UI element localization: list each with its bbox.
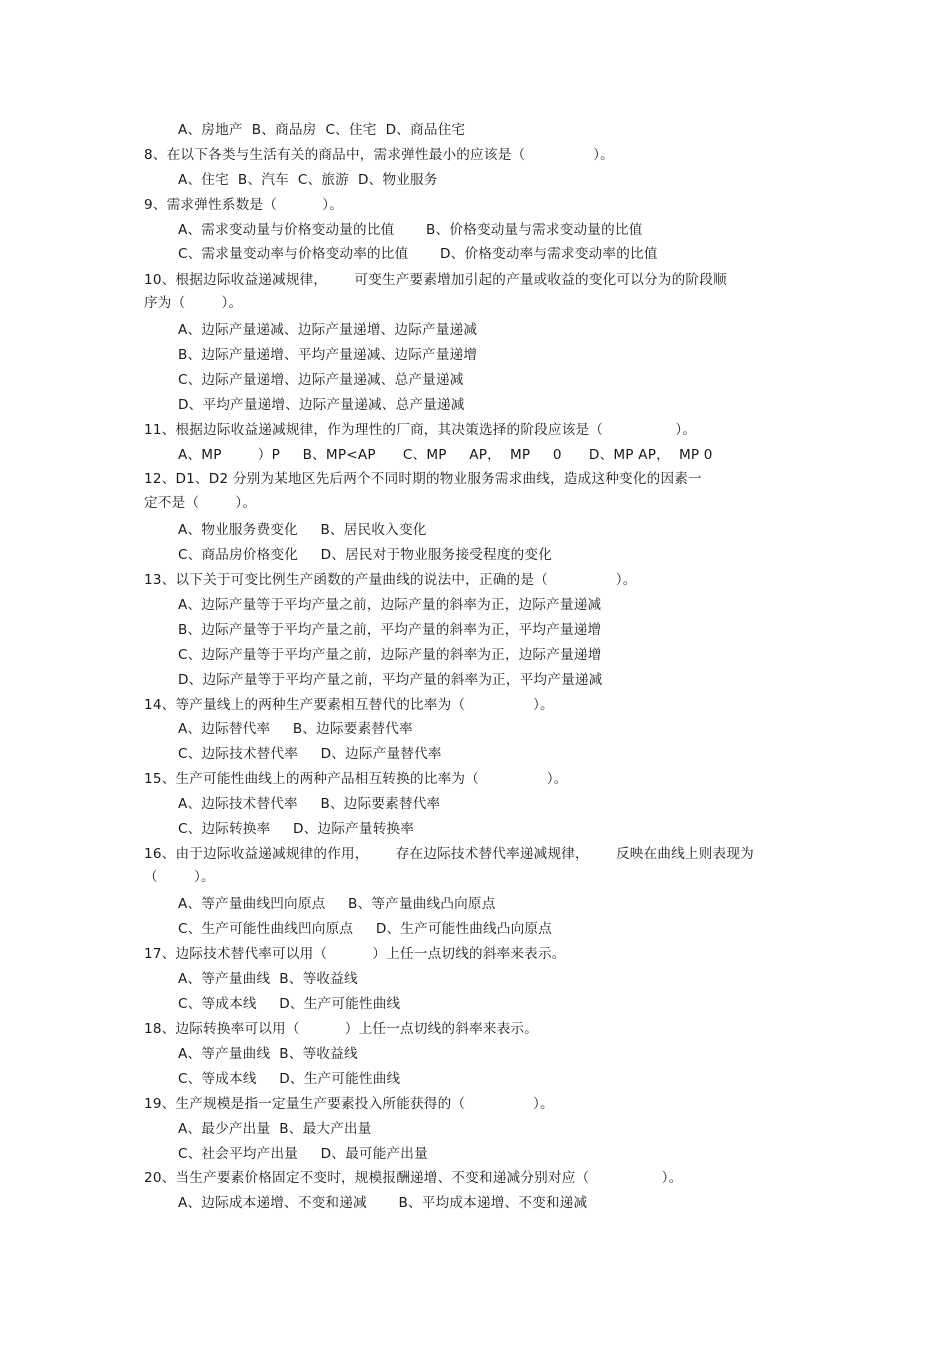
option-line: C、需求量变动率与价格变动率的比值 D、价格变动率与需求变动率的比值 [178, 246, 658, 262]
question-line: 12、D1、D2 分别为某地区先后两个不同时期的物业服务需求曲线，造成这种变化的因素一 [144, 471, 702, 487]
option-line: A、等产量曲线 B、等收益线 [178, 971, 358, 987]
question-line: 19、生产规模是指一定量生产要素投入所能获得的（ ）。 [144, 1096, 554, 1112]
option-line: C、商品房价格变化 D、居民对于物业服务接受程度的变化 [178, 547, 553, 563]
question-line: 11、根据边际收益递减规律，作为理性的厂商，其决策选择的阶段应该是（ ）。 [144, 422, 697, 438]
option-line: A、边际成本递增、不变和递减 B、平均成本递增、不变和递减 [178, 1195, 588, 1211]
question-line: 18、边际转换率可以用（ ）上任一点切线的斜率来表示。 [144, 1021, 538, 1037]
question-line: 8、在以下各类与生活有关的商品中，需求弹性最小的应该是（ ）。 [144, 147, 614, 163]
option-line: C、边际产量等于平均产量之前，边际产量的斜率为正，边际产量递增 [178, 647, 602, 663]
option-line: A、需求变动量与价格变动量的比值 B、价格变动量与需求变动量的比值 [178, 222, 643, 238]
option-line: C、边际技术替代率 D、边际产量替代率 [178, 746, 442, 762]
option-line: C、社会平均产出量 D、最可能产出量 [178, 1146, 428, 1162]
option-line: C、等成本线 D、生产可能性曲线 [178, 1071, 401, 1087]
option-line: D、平均产量递增、边际产量递减、总产量递减 [178, 397, 465, 413]
question-line: （ ）。 [144, 869, 215, 885]
option-line: C、边际转换率 D、边际产量转换率 [178, 821, 415, 837]
option-line: A、MP ）P B、MP<AP C、MP AP， MP 0 D、MP AP， MP 0 [178, 447, 713, 463]
option-line: A、边际产量等于平均产量之前，边际产量的斜率为正，边际产量递减 [178, 597, 602, 613]
option-line: C、等成本线 D、生产可能性曲线 [178, 996, 401, 1012]
question-line: 9、需求弹性系数是（ ）。 [144, 197, 343, 213]
option-line: A、物业服务费变化 B、居民收入变化 [178, 522, 427, 538]
option-line: A、等产量曲线 B、等收益线 [178, 1046, 358, 1062]
question-line: 13、以下关于可变比例生产函数的产量曲线的说法中，正确的是（ ）。 [144, 572, 637, 588]
option-line: B、边际产量递增、平均产量递减、边际产量递增 [178, 347, 478, 363]
option-line: C、生产可能性曲线凹向原点 D、生产可能性曲线凸向原点 [178, 921, 553, 937]
option-line: D、边际产量等于平均产量之前，平均产量的斜率为正，平均产量递减 [178, 672, 603, 688]
question-line: 14、等产量线上的两种生产要素相互替代的比率为（ ）。 [144, 697, 554, 713]
option-line: A、等产量曲线凹向原点 B、等产量曲线凸向原点 [178, 896, 496, 912]
question-line: 定不是（ ）。 [144, 495, 257, 511]
question-line: 17、边际技术替代率可以用（ ）上任一点切线的斜率来表示。 [144, 946, 566, 962]
option-line: A、最少产出量 B、最大产出量 [178, 1121, 372, 1137]
option-line: A、房地产 B、商品房 C、住宅 D、商品住宅 [178, 122, 466, 138]
question-line: 20、当生产要素价格固定不变时，规模报酬递增、不变和递减分别对应（ ）。 [144, 1170, 683, 1186]
question-line: 序为（ ）。 [144, 295, 243, 311]
question-line: 16、由于边际收益递减规律的作用， 存在边际技术替代率递减规律， 反映在曲线上则表现为 [144, 846, 754, 862]
option-line: B、边际产量等于平均产量之前，平均产量的斜率为正，平均产量递增 [178, 622, 602, 638]
option-line: A、边际替代率 B、边际要素替代率 [178, 721, 413, 737]
option-line: A、边际产量递减、边际产量递增、边际产量递减 [178, 322, 478, 338]
option-line: C、边际产量递增、边际产量递减、总产量递减 [178, 372, 464, 388]
question-line: 15、生产可能性曲线上的两种产品相互转换的比率为（ ）。 [144, 771, 568, 787]
option-line: A、住宅 B、汽车 C、旅游 D、物业服务 [178, 172, 438, 188]
question-line: 10、根据边际收益递减规律， 可变生产要素增加引起的产量或收益的变化可以分为的阶段顺 [144, 272, 727, 288]
option-line: A、边际技术替代率 B、边际要素替代率 [178, 796, 441, 812]
